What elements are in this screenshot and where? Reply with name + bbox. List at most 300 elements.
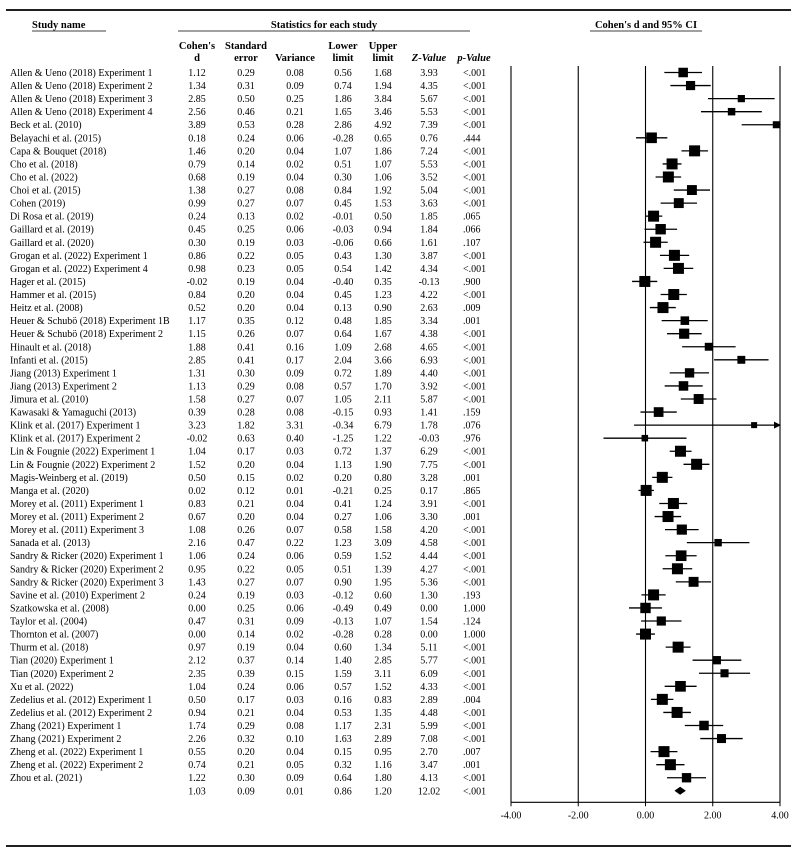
lower-limit-cell: 0.43 (334, 250, 352, 262)
z-value-cell: 4.44 (420, 551, 438, 563)
cohens-d-cell: 0.98 (188, 263, 206, 275)
lower-limit-cell: -0.06 (332, 237, 354, 249)
z-value-cell: 5.53 (420, 159, 438, 171)
table-row (10, 290, 486, 301)
p-value-cell: .001 (463, 316, 481, 328)
upper-limit-cell: 1.16 (374, 760, 392, 772)
variance-cell: 0.07 (286, 577, 304, 589)
summary-lower-limit-cell: 0.86 (334, 786, 352, 798)
study-name: Cho et al. (2018) (10, 159, 78, 171)
z-value-cell: -0.13 (418, 276, 440, 288)
effect-point (705, 343, 713, 351)
variance-cell: 0.17 (286, 355, 304, 367)
variance-cell: 0.03 (286, 446, 304, 458)
p-value-cell: <.001 (463, 459, 487, 471)
p-value-cell: <.001 (463, 773, 487, 785)
se-cell: 0.20 (237, 459, 255, 471)
variance-cell: 0.08 (286, 185, 304, 197)
p-value-cell: <.001 (463, 381, 487, 393)
effect-point (642, 435, 649, 442)
lower-limit-cell: 1.86 (334, 94, 352, 106)
effect-point (681, 316, 690, 325)
table-row (10, 669, 486, 680)
effect-point (738, 95, 745, 102)
effect-point (672, 707, 683, 718)
upper-limit-cell: 1.07 (374, 159, 392, 171)
upper-limit-cell: 0.65 (374, 133, 392, 145)
se-cell: 0.14 (237, 159, 255, 171)
variance-cell: 0.01 (286, 485, 304, 497)
z-value-cell: 4.35 (420, 81, 438, 93)
z-value-cell: 1.84 (420, 224, 438, 236)
p-value-cell: <.001 (463, 290, 487, 302)
cohens-d-cell: 0.50 (188, 472, 206, 484)
upper-limit-cell: 0.50 (374, 211, 392, 223)
table-row (10, 133, 481, 144)
p-value-cell: .001 (463, 472, 481, 484)
se-cell: 0.19 (237, 172, 255, 184)
effect-point (691, 459, 702, 470)
cohens-d-cell: 0.39 (188, 407, 206, 419)
z-value-cell: 7.39 (420, 120, 438, 132)
upper-limit-cell: 1.52 (374, 681, 392, 693)
effect-point (673, 263, 684, 274)
z-value-cell: 3.28 (420, 472, 438, 484)
variance-cell: 0.04 (286, 276, 304, 288)
cohens-d-cell: 1.38 (188, 185, 206, 197)
p-value-cell: <.001 (463, 721, 487, 732)
effect-point (773, 121, 780, 128)
effect-point (694, 394, 704, 404)
study-name: Klink et al. (2017) Experiment 1 (10, 420, 141, 432)
variance-cell: 0.07 (286, 198, 304, 210)
study-name: Jiang (2013) Experiment 2 (10, 381, 117, 393)
upper-limit-cell: 1.70 (374, 381, 392, 393)
variance-cell: 0.06 (286, 224, 304, 236)
p-value-cell: <.001 (463, 263, 487, 275)
z-value-cell: 3.91 (420, 498, 438, 510)
variance-cell: 0.07 (286, 329, 304, 341)
p-value-cell: <.001 (463, 250, 487, 262)
cohens-d-cell: 2.85 (188, 355, 206, 367)
cohens-d-cell: 1.13 (188, 381, 206, 393)
cohens-d-cell: 0.52 (188, 303, 206, 315)
table-row (10, 708, 486, 719)
lower-limit-cell: 1.09 (334, 342, 352, 354)
study-name: Allen & Ueno (2018) Experiment 2 (10, 81, 153, 93)
lower-limit-cell: 0.27 (334, 512, 352, 524)
effect-point (654, 407, 664, 417)
cohens-d-cell: 0.95 (188, 564, 206, 576)
table-row (10, 120, 486, 131)
variance-cell: 0.02 (286, 472, 304, 484)
p-value-cell: .004 (463, 694, 481, 706)
se-cell: 0.24 (237, 551, 255, 563)
z-value-cell: 5.36 (420, 577, 438, 589)
variance-cell: 0.15 (286, 668, 304, 680)
study-name: Zhang (2021) Experiment 2 (10, 734, 122, 746)
table-row (10, 486, 481, 497)
table-row (10, 760, 481, 771)
study-name: Gaillard et al. (2019) (10, 224, 94, 236)
effect-point (699, 721, 709, 731)
variance-cell: 0.28 (286, 120, 304, 132)
study-name: Choi et al. (2015) (10, 185, 81, 197)
study-name: Zedelius et al. (2012) Experiment 1 (10, 694, 153, 706)
p-value-cell: .444 (463, 133, 481, 145)
z-value-cell: 3.47 (420, 760, 438, 772)
variance-cell: 0.08 (286, 68, 304, 79)
z-value-cell: 4.33 (420, 681, 438, 693)
upper-limit-cell: 0.83 (374, 694, 392, 706)
lower-limit-cell: 1.23 (334, 538, 352, 550)
effect-point (663, 511, 674, 522)
p-value-cell: .124 (463, 616, 481, 628)
variance-cell: 0.04 (286, 290, 304, 302)
p-value-cell: .001 (463, 760, 481, 772)
p-value-cell: <.001 (463, 329, 487, 341)
effect-point (737, 356, 745, 364)
effect-point (657, 616, 666, 625)
study-name: Savine et al. (2010) Experiment 2 (10, 590, 145, 602)
lower-limit-cell: -0.28 (332, 629, 354, 641)
variance-cell: 0.04 (286, 146, 304, 158)
z-value-cell: 6.29 (420, 446, 438, 458)
study-name: Zhang (2021) Experiment 1 (10, 721, 122, 732)
cohens-d-cell: 0.83 (188, 498, 206, 510)
p-value-cell: <.001 (463, 538, 487, 550)
p-value-cell: .076 (463, 420, 481, 432)
upper-limit-cell: 2.89 (374, 734, 392, 746)
study-name: Infanti et al. (2015) (10, 355, 88, 367)
se-cell: 0.20 (237, 290, 255, 302)
study-name: Lin & Fougnie (2022) Experiment 2 (10, 459, 156, 471)
table-row (10, 747, 481, 758)
lower-limit-cell: -1.25 (332, 433, 354, 445)
se-cell: 0.50 (237, 94, 255, 106)
se-cell: 0.20 (237, 512, 255, 524)
study-name: Allen & Ueno (2018) Experiment 4 (10, 107, 153, 119)
z-value-cell: 3.52 (420, 172, 438, 184)
variance-cell: 0.12 (286, 316, 304, 328)
se-cell: 0.21 (237, 760, 255, 772)
variance-cell: 0.04 (286, 172, 304, 184)
upper-limit-cell: 1.24 (374, 498, 392, 510)
se-cell: 0.27 (237, 185, 255, 197)
table-row (10, 499, 486, 510)
table-row (10, 721, 486, 732)
variance-cell: 0.08 (286, 407, 304, 419)
p-value-cell: <.001 (463, 655, 487, 667)
z-value-cell: 3.34 (420, 316, 438, 328)
se-cell: 0.21 (237, 707, 255, 719)
p-value-cell: <.001 (463, 707, 487, 719)
variance-cell: 0.06 (286, 551, 304, 563)
se-cell: 0.31 (237, 81, 255, 93)
p-value-cell: .065 (463, 211, 481, 223)
study-name: Kawasaki & Yamaguchi (2013) (10, 407, 137, 419)
lower-limit-cell: 0.45 (334, 198, 352, 210)
cohens-d-cell: 2.26 (188, 734, 206, 746)
cohens-d-cell: 0.79 (188, 159, 206, 171)
z-value-cell: 0.00 (420, 629, 438, 641)
effect-point (714, 539, 721, 546)
upper-limit-cell: 0.60 (374, 590, 392, 602)
se-cell: 0.30 (237, 773, 255, 785)
lower-limit-cell: 1.13 (334, 459, 352, 471)
study-name: Morey et al. (2011) Experiment 2 (10, 512, 145, 524)
table-row (10, 303, 481, 314)
upper-limit-cell: 3.09 (374, 538, 392, 550)
col-d-line2: d (194, 53, 200, 64)
study-name: Heuer & Schubö (2018) Experiment 2 (10, 329, 164, 341)
table-row (10, 212, 481, 223)
effect-point (668, 498, 679, 509)
study-name: Zhou et al. (2021) (10, 773, 83, 785)
se-cell: 0.37 (237, 655, 255, 667)
upper-limit-cell: 1.06 (374, 172, 392, 184)
table-row (10, 277, 481, 288)
p-value-cell: .193 (463, 590, 481, 602)
z-value-cell: 6.93 (420, 355, 438, 367)
summary-row (188, 786, 486, 797)
p-value-cell: 1.000 (463, 629, 486, 641)
z-value-cell: 3.92 (420, 381, 438, 393)
table-row (10, 251, 486, 262)
variance-cell: 0.08 (286, 721, 304, 732)
upper-limit-cell: 1.37 (374, 446, 392, 458)
se-cell: 0.15 (237, 472, 255, 484)
z-value-cell: 3.30 (420, 512, 438, 524)
se-cell: 0.35 (237, 316, 255, 328)
upper-limit-cell: 2.85 (374, 655, 392, 667)
study-name: Grogan et al. (2022) Experiment 4 (10, 263, 148, 275)
upper-limit-cell: 2.68 (374, 342, 392, 354)
lower-limit-cell: 1.40 (334, 655, 352, 667)
table-row (10, 773, 486, 784)
lower-limit-cell: 0.74 (334, 81, 352, 93)
effect-point (679, 329, 689, 339)
z-value-cell: 1.78 (420, 420, 438, 432)
upper-limit-cell: 1.67 (374, 329, 392, 341)
p-value-cell: <.001 (463, 642, 487, 654)
upper-limit-cell: 0.95 (374, 747, 392, 759)
lower-limit-cell: 0.56 (334, 68, 352, 79)
se-cell: 0.12 (237, 485, 255, 497)
table-row (10, 734, 486, 745)
p-value-cell: <.001 (463, 525, 487, 537)
table-row (10, 81, 486, 92)
se-cell: 0.27 (237, 394, 255, 406)
p-value-cell: <.001 (463, 120, 487, 132)
lower-limit-cell: 0.90 (334, 577, 352, 589)
lower-limit-cell: 1.63 (334, 734, 352, 746)
se-cell: 0.22 (237, 564, 255, 576)
effect-point (673, 642, 684, 653)
col-p: p-Value (457, 53, 491, 64)
variance-cell: 0.04 (286, 303, 304, 315)
cohens-d-cell: -0.02 (186, 276, 208, 288)
effect-point (658, 746, 669, 757)
se-cell: 0.31 (237, 616, 255, 628)
z-value-cell: 0.00 (420, 603, 438, 615)
upper-limit-cell: 1.07 (374, 616, 392, 628)
upper-limit-cell: 1.68 (374, 68, 392, 79)
upper-limit-cell: 1.06 (374, 512, 392, 524)
summary-cohens-d-cell: 1.03 (188, 786, 206, 798)
study-rows (10, 68, 486, 797)
tick-label: 4.00 (771, 810, 789, 822)
table-row (10, 525, 486, 536)
effect-point (682, 773, 691, 782)
lower-limit-cell: -0.12 (332, 590, 354, 602)
study-name: Di Rosa et al. (2019) (10, 211, 94, 223)
lower-limit-cell: 0.54 (334, 263, 352, 275)
study-name: Jimura et al. (2010) (10, 394, 89, 406)
table-row (10, 342, 486, 353)
upper-limit-cell: 0.35 (374, 276, 392, 288)
se-cell: 0.19 (237, 590, 255, 602)
study-name: Grogan et al. (2022) Experiment 1 (10, 250, 148, 262)
se-cell: 0.19 (237, 642, 255, 654)
lower-limit-cell: 0.57 (334, 381, 352, 393)
lower-limit-cell: 1.17 (334, 721, 352, 732)
variance-cell: 0.05 (286, 263, 304, 275)
z-value-cell: 5.87 (420, 394, 438, 406)
upper-limit-cell: 1.42 (374, 263, 392, 275)
study-name: Thurm et al. (2018) (10, 642, 89, 654)
upper-limit-cell: 1.30 (374, 250, 392, 262)
column-headers (179, 41, 491, 64)
upper-limit-cell: 2.31 (374, 721, 392, 732)
p-value-cell: <.001 (463, 198, 487, 210)
effect-point (679, 381, 689, 391)
cohens-d-cell: 0.97 (188, 642, 206, 654)
lower-limit-cell: -0.13 (332, 616, 354, 628)
variance-cell: 0.07 (286, 525, 304, 537)
se-cell: 0.39 (237, 668, 255, 680)
upper-limit-cell: 1.89 (374, 368, 392, 380)
z-value-cell: 2.63 (420, 303, 438, 315)
effect-point (686, 81, 695, 90)
upper-limit-cell: 0.90 (374, 303, 392, 315)
table-row (10, 172, 486, 183)
z-value-cell: 1.54 (420, 616, 438, 628)
cohens-d-cell: 2.12 (188, 655, 206, 667)
table-row (10, 186, 486, 197)
se-cell: 0.41 (237, 355, 255, 367)
p-value-cell: <.001 (463, 355, 487, 367)
table-row (10, 238, 481, 249)
table-row (10, 538, 486, 549)
lower-limit-cell: 0.60 (334, 642, 352, 654)
col-z: Z-Value (411, 53, 447, 64)
summary-upper-limit-cell: 1.20 (374, 786, 392, 798)
study-name: Morey et al. (2011) Experiment 1 (10, 498, 145, 510)
lower-limit-cell: -0.40 (332, 276, 354, 288)
upper-limit-cell: 1.80 (374, 773, 392, 785)
col-lower-line1: Lower (328, 41, 358, 52)
p-value-cell: <.001 (463, 498, 487, 510)
effect-point (678, 68, 688, 78)
table-row (10, 264, 486, 275)
z-value-cell: 4.22 (420, 290, 438, 302)
upper-limit-cell: 1.94 (374, 81, 392, 93)
upper-limit-cell: 1.86 (374, 146, 392, 158)
table-row (10, 643, 486, 654)
col-upper-line2: limit (372, 53, 394, 64)
effect-point (675, 446, 686, 457)
variance-cell: 0.05 (286, 250, 304, 262)
effect-point (665, 759, 676, 770)
p-value-cell: <.001 (463, 394, 487, 406)
study-name: Xu et al. (2022) (10, 681, 74, 693)
variance-cell: 0.16 (286, 342, 304, 354)
lower-limit-cell: 0.64 (334, 773, 352, 785)
se-cell: 0.29 (237, 381, 255, 393)
effect-point (689, 577, 699, 587)
cohens-d-cell: 0.45 (188, 224, 206, 236)
se-cell: 0.41 (237, 342, 255, 354)
p-value-cell: <.001 (463, 81, 487, 93)
table-row (10, 107, 486, 118)
study-name: Sandry & Ricker (2020) Experiment 2 (10, 564, 164, 576)
effect-point (650, 237, 661, 248)
cohens-d-cell: 0.99 (188, 198, 206, 210)
table-row (10, 460, 486, 471)
table-row (10, 94, 486, 105)
z-value-cell: 3.63 (420, 198, 438, 210)
p-value-cell: <.001 (463, 185, 487, 197)
variance-cell: 0.02 (286, 159, 304, 171)
effect-point (674, 198, 684, 208)
study-name: Capa & Bouquet (2018) (10, 146, 107, 158)
table-row (10, 695, 481, 706)
p-value-cell: .001 (463, 512, 481, 524)
effect-point (663, 171, 674, 182)
upper-limit-cell: 3.66 (374, 355, 392, 367)
se-cell: 0.27 (237, 577, 255, 589)
z-value-cell: 4.40 (420, 368, 438, 380)
upper-limit-cell: 2.11 (374, 394, 392, 406)
p-value-cell: .066 (463, 224, 481, 236)
z-value-cell: 2.70 (420, 747, 438, 759)
cohens-d-cell: 0.84 (188, 290, 206, 302)
table-row (10, 656, 486, 667)
effect-point (717, 734, 726, 743)
study-name: Allen & Ueno (2018) Experiment 3 (10, 94, 153, 106)
z-value-cell: -0.03 (418, 433, 440, 445)
variance-cell: 0.06 (286, 133, 304, 145)
upper-limit-cell: 1.53 (374, 198, 392, 210)
effect-point (648, 211, 659, 222)
effect-point (751, 422, 757, 428)
variance-cell: 0.09 (286, 773, 304, 785)
lower-limit-cell: 1.05 (334, 394, 352, 406)
variance-cell: 0.25 (286, 94, 304, 106)
se-cell: 0.30 (237, 368, 255, 380)
z-value-cell: 4.38 (420, 329, 438, 341)
p-value-cell: <.001 (463, 551, 487, 563)
study-name: Sandry & Ricker (2020) Experiment 1 (10, 551, 164, 563)
p-value-cell: <.001 (463, 159, 487, 171)
upper-limit-cell: 1.85 (374, 316, 392, 328)
variance-cell: 0.09 (286, 616, 304, 628)
cohens-d-cell: 1.12 (188, 68, 206, 79)
upper-limit-cell: 0.25 (374, 485, 392, 497)
upper-limit-cell: 1.23 (374, 290, 392, 302)
z-value-cell: 6.09 (420, 668, 438, 680)
